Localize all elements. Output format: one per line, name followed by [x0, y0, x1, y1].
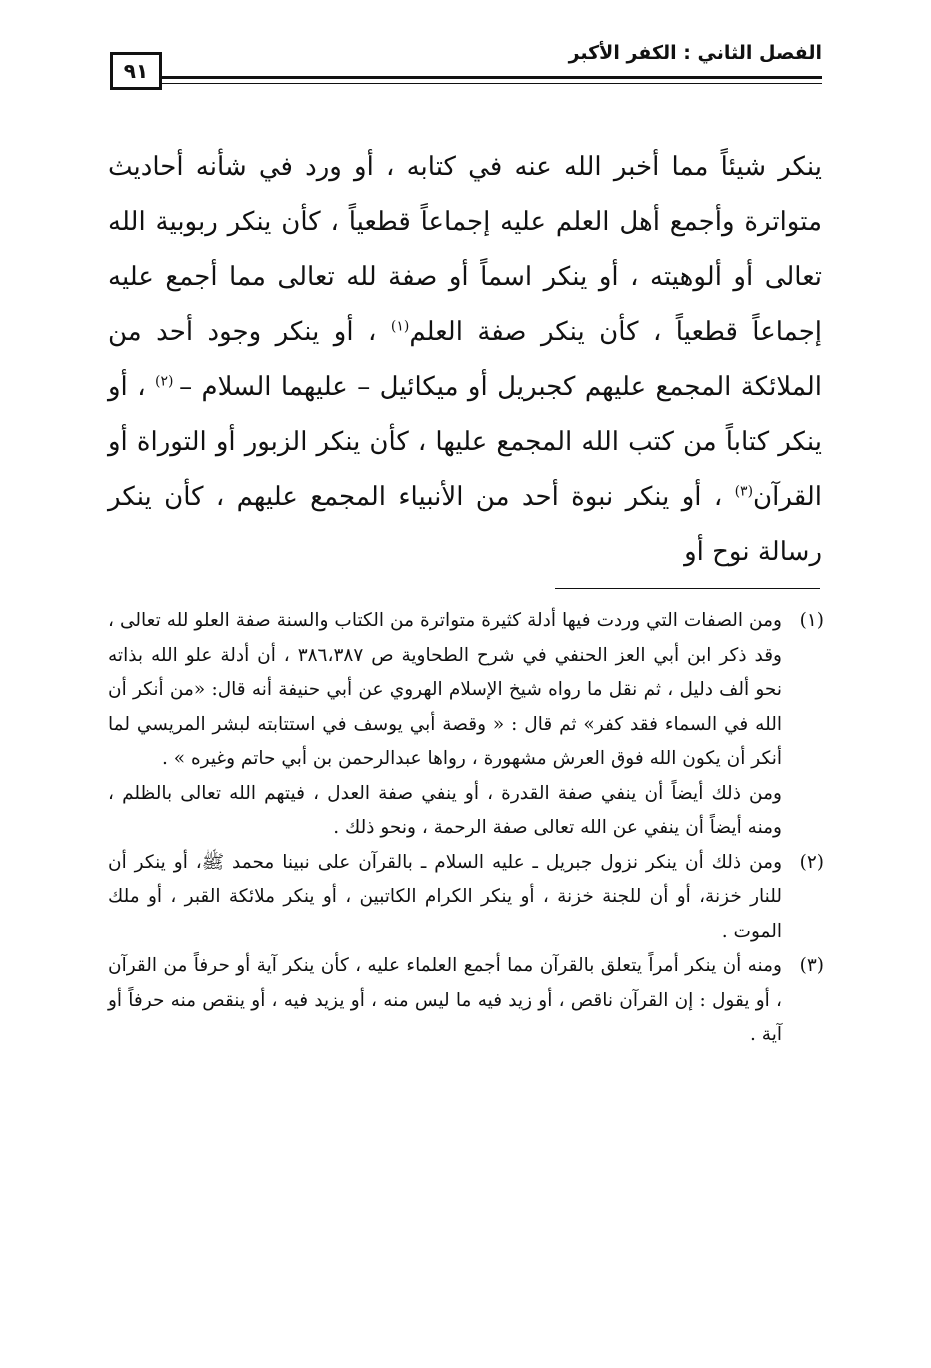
- footnote-body: [108, 846, 782, 950]
- footnote-ref-3: (٣): [734, 483, 754, 500]
- footnote-paragraph: ومن ذلك أيضاً أن ينفي صفة القدرة ، أو ينفي صفة العدل ، فيتهم الله تعالى بالظلم ، ومنه أيضاً أن ينفي عن الله تعالى صفة الرحمة ، ونحو ذلك .: [108, 782, 782, 838]
- header-rule: [162, 76, 822, 79]
- footnote-number: (٢): [799, 851, 824, 873]
- footnote-paragraph: ومنه أن ينكر أمراً يتعلق بالقرآن مما أجمع العلماء عليه ، كأن ينكر آية أو حرفاً من القرآن ، أو يقول : إن القرآن ناقص ، أو زيد فيه ما ليس منه ، أو يزيد فيه ، أو ينقص منه حرفاً أو آية .: [108, 955, 782, 1045]
- main-text-part-2: ، أو ينكر وجود أحد من الملائكة المجمع عليهم كجبريل أو ميكائيل – عليهما السلام –: [108, 317, 822, 402]
- footnote-paragraph: ومن ذلك أن ينكر نزول جبريل ـ عليه السلام ـ بالقرآن على نبينا محمد ﷺ، أو ينكر أن للنار خزنة، أو أن للجنة خزنة ، أو ينكر الكرام الكاتبين ، أو ينكر ملائكة القبر ، أو ملك الموت .: [108, 851, 782, 942]
- header-rule-thin: [162, 83, 822, 84]
- footnote-separator: [555, 588, 820, 589]
- footnote-number: (١): [799, 610, 824, 631]
- main-text-part-1: ينكر شيئاً مما أخبر الله عنه في كتابه ، أو ورد في شأنه أحاديث متواترة وأجمع أهل العلم عليه إجماعاً قطعياً ، كأن ينكر ربوبية الله تعالى أو ألوهيته ، أو ينكر اسماً أو صفة لله تعالى مما أجمع عليه إجماعاً قطعياً ، كأن ينكر صفة العلم: [108, 152, 822, 347]
- chapter-title: الفصل الثاني : الكفر الأكبر: [568, 42, 822, 64]
- footnotes: [108, 604, 824, 1053]
- page-header: [110, 38, 822, 108]
- footnote-paragraph: ومن الصفات التي وردت فيها أدلة كثيرة متواترة من الكتاب والسنة صفة العلو لله تعالى ، وقد ذكر ابن أبي العز الحنفي في شرح الطحاوية ص ٣٨٦،٣٨٧ ، أن أدلة علو الله بذاته نحو ألف دليل ، ثم نقل ما رواه شيخ الإسلام الهروي عن أبي حنيفة أنه قال: «من أنكر أن الله في السماء فقد كفر» ثم قال : « وقصة أبي يوسف في استتابته لبشر المريسي لما أنكر أن يكون الله فوق العرش مشهورة ، رواها عبدالرحمن بن أبي حاتم وغيره » .: [108, 610, 782, 769]
- page-number: ٩١: [110, 52, 162, 90]
- footnote-number: (٣): [799, 955, 824, 976]
- main-text: [108, 140, 822, 580]
- footnote-body: [108, 604, 782, 846]
- footnote-ref-2: (٢): [155, 373, 180, 390]
- main-text-part-3: ، أو ينكر كتاباً من كتب الله المجمع عليها ، كأن ينكر الزبور أو التوراة أو القرآن: [108, 372, 822, 512]
- footnote-ref-1: (١): [390, 318, 410, 335]
- main-text-part-4: ، أو ينكر نبوة أحد من الأنبياء المجمع عليهم ، كأن ينكر رسالة نوح أو: [108, 482, 822, 567]
- footnote-3: [108, 949, 824, 1053]
- footnote-body: [108, 949, 782, 1053]
- footnote-1: [108, 604, 824, 846]
- footnote-2: [108, 846, 824, 950]
